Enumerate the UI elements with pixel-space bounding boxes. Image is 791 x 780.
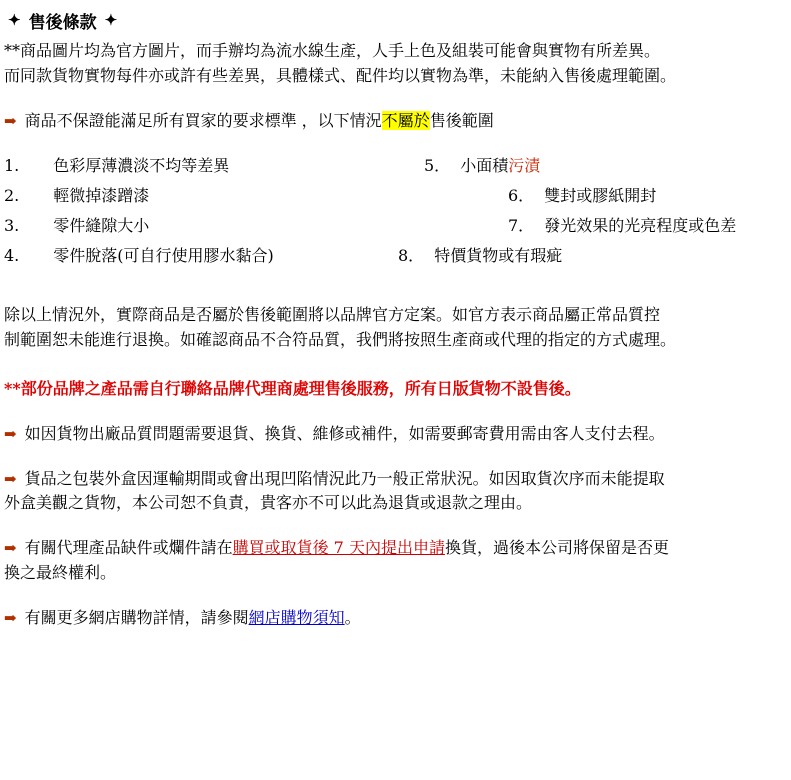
shipping-cost-text: 如因貨物出廠品質問題需要退貨、換貨、維修或補件，如需要郵寄費用需由客人支付去程。 [24, 423, 665, 443]
shopping-guide-link[interactable]: 網店購物須知 [248, 607, 345, 627]
exclusion-number: 4. [4, 246, 20, 266]
exclusion-label: 零件脫落(可自行使用膠水黏合) [53, 246, 274, 266]
more-info-before: 有關更多網店購物詳情，請參閱 [24, 607, 249, 627]
list-item [4, 243, 274, 266]
shipping-cost-note [0, 422, 791, 447]
page-title [0, 0, 791, 39]
exclusion-number: 3. [4, 216, 20, 236]
arrow-right-icon: ➡ [4, 469, 17, 488]
page-title-text: 售後條款 [28, 13, 97, 33]
exclusion-number: 8． [398, 246, 425, 266]
official-decision-line-1: 除以上情況外，實際商品是否屬於售後範圍將以品牌官方定案。如官方表示商品屬正常品質控 [4, 305, 661, 325]
exclusion-label: 輕微掉漆蹭漆 [53, 186, 150, 206]
list-item [398, 243, 562, 266]
list-item [424, 153, 540, 176]
packaging-note [0, 467, 791, 492]
exclusion-label-pre: 小面積 [460, 156, 509, 176]
not-covered-heading [0, 109, 791, 134]
packaging-text-line-2: 外盒美觀之貨物，本公司恕不負責，貴客亦不可以此為退貨或退款之理由。 [4, 493, 533, 513]
exclusion-number: 6． [508, 186, 535, 206]
more-info-note [0, 606, 791, 631]
exclusion-label: 發光效果的光亮程度或色差 [544, 216, 737, 236]
not-covered-text [25, 109, 785, 134]
list-item [4, 183, 149, 206]
exclusion-label: 雙封或膠紙開封 [544, 186, 657, 206]
list-item [4, 153, 229, 176]
intro-line-1: **商品圖片均為官方圖片，而手辦均為流水線生產，人手上色及組裝可能會與實物有所差異。 [4, 41, 661, 60]
more-info-text [25, 606, 785, 631]
exclusion-label: 特價貨物或有瑕疵 [434, 246, 563, 266]
list-item [508, 183, 656, 206]
claim-period-before: 有關代理產品缺件或爛件請在 [24, 538, 233, 558]
list-item [508, 213, 736, 236]
brand-notice: **部份品牌之產品需自行聯絡品牌代理商處理售後服務，所有日版貨物不設售後。 [4, 378, 581, 398]
not-covered-highlight: 不屬於 [381, 110, 430, 130]
exclusion-label: 色彩厚薄濃淡不均等差異 [53, 156, 230, 176]
not-covered-after: 售後範圍 [429, 110, 494, 130]
arrow-right-icon: ➡ [4, 608, 17, 627]
diamond-left-icon: ✦ [8, 11, 21, 29]
not-covered-before: 商品不保證能滿足所有買家的要求標準 ，以下情況 [24, 110, 382, 130]
exclusion-number: 5． [424, 156, 451, 176]
claim-period-text-line-1 [25, 536, 785, 561]
exclusion-number: 7． [508, 216, 535, 236]
claim-period-note [0, 536, 791, 561]
arrow-right-icon: ➡ [4, 539, 17, 558]
list-item [4, 213, 149, 236]
exclusion-number: 2. [4, 186, 20, 206]
intro-line-2: 而同款貨物實物每件亦或許有些差異，具體樣式、配件均以實物為準，未能納入售後處理範圍。 [4, 65, 677, 85]
diamond-right-icon: ✦ [104, 11, 118, 29]
exclusion-label [460, 153, 540, 176]
exclusion-list [0, 153, 791, 273]
official-decision-line-2: 制範圍恕未能進行退換。如確認商品不合符品質，我們將按照生產商或代理的指定的方式處理。 [4, 330, 677, 350]
more-info-after: 。 [344, 607, 361, 627]
exclusion-number: 1. [4, 156, 20, 176]
claim-period-highlight: 購買或取貨後 7 天內提出申請 [232, 538, 445, 558]
packaging-text-line-1: 貨品之包裝外盒因運輸期間或會出現凹陷情況此乃一般正常狀況。如因取貨次序而未能提取 [24, 468, 665, 488]
arrow-right-icon: ➡ [4, 424, 17, 443]
exclusion-label: 零件縫隙大小 [53, 216, 150, 236]
arrow-right-icon: ➡ [4, 111, 17, 130]
claim-period-text-line-2: 換之最終權利。 [4, 562, 117, 582]
exclusion-label-red: 污漬 [508, 156, 541, 176]
claim-period-after: 換貨，過後本公司將保留是否更 [444, 538, 669, 558]
